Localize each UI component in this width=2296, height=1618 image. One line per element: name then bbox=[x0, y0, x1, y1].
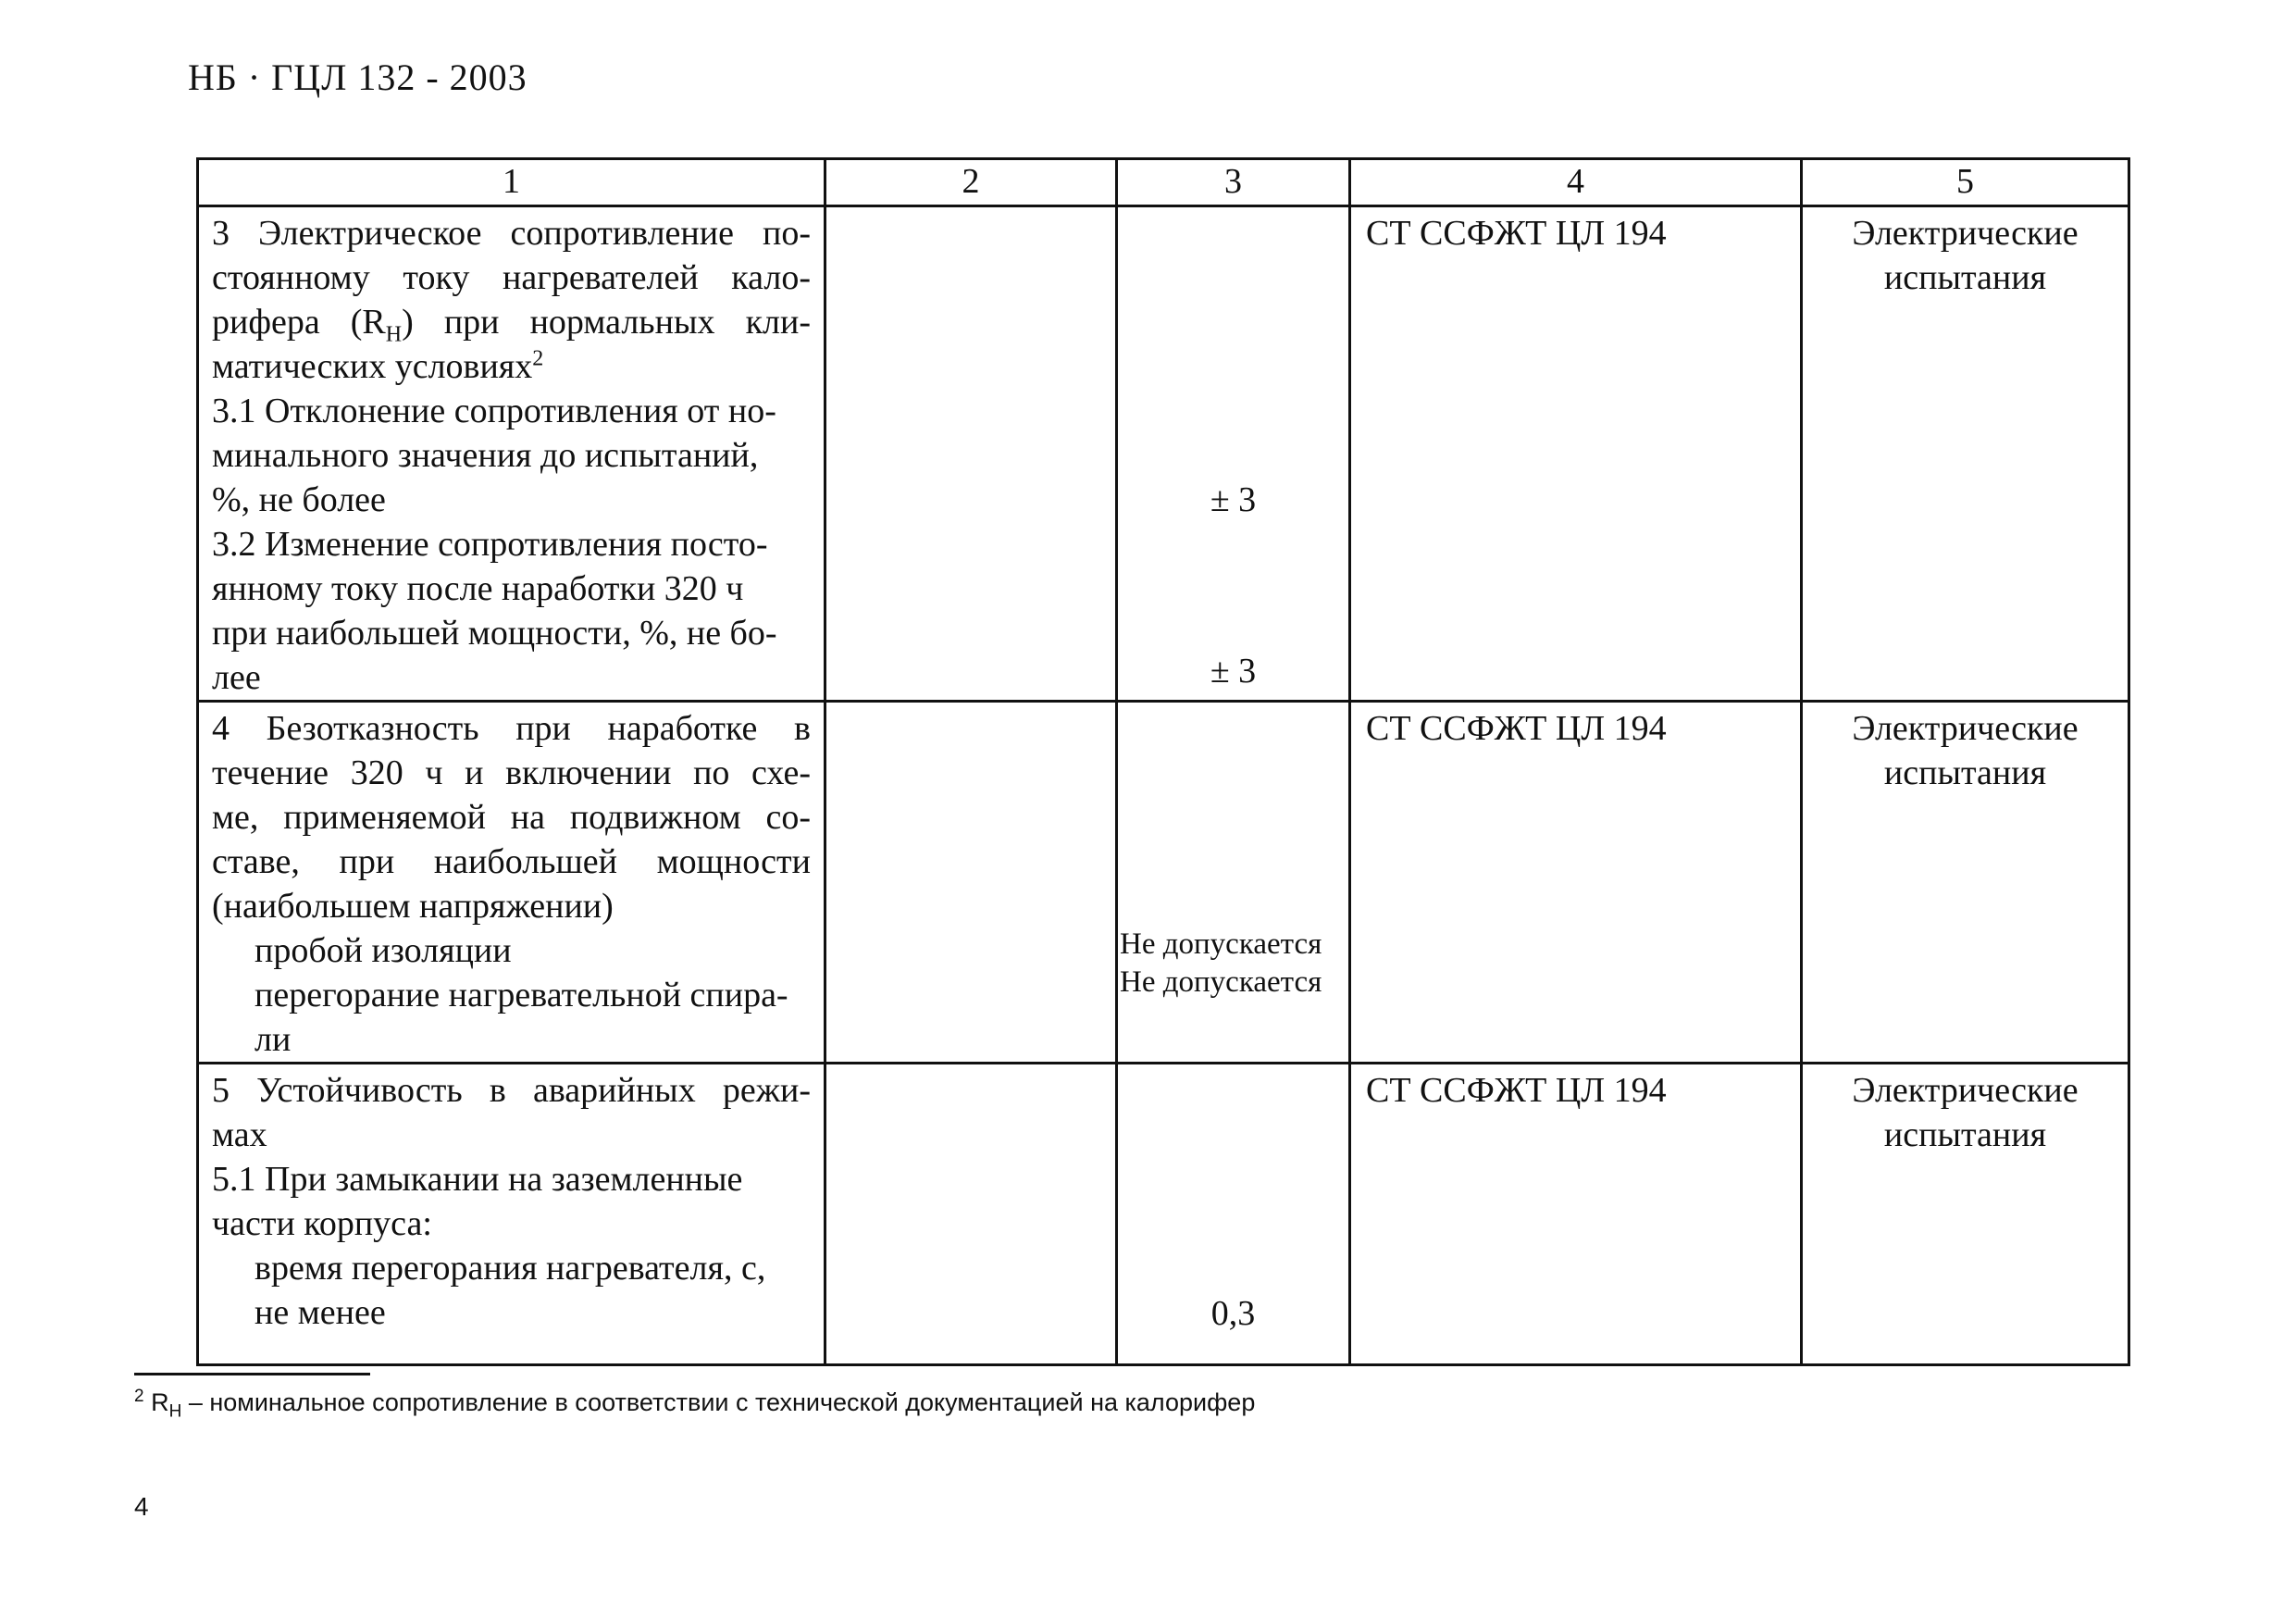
parameter-line: не менее bbox=[254, 1293, 386, 1332]
empty-cell bbox=[825, 206, 1117, 702]
table-row bbox=[198, 206, 2129, 702]
norm-value: ± 3 bbox=[1210, 652, 1257, 691]
footnote-text: – номинальное сопротивление в соответствии с технической документацией на калорифер bbox=[181, 1388, 1256, 1416]
parameter-line: ставе, при наибольшей мощности bbox=[212, 842, 811, 881]
test-method-cell: СТ ССФЖТ ЦЛ 194 bbox=[1350, 1064, 1802, 1365]
column-header-4: 4 bbox=[1350, 159, 1802, 206]
parameter-line: минального значения до испытаний, bbox=[212, 436, 759, 475]
parameter-line: янному току после наработки 320 ч bbox=[212, 569, 744, 608]
parameter-line: 4 Безотказность при наработке в bbox=[212, 709, 811, 748]
parameter-line: 3.2 Изменение сопротивления посто- bbox=[212, 525, 768, 564]
parameter-cell bbox=[198, 702, 825, 1064]
footnote-separator bbox=[134, 1373, 370, 1375]
parameter-line: (наибольшем напряжении) bbox=[212, 887, 614, 926]
empty-cell bbox=[825, 1064, 1117, 1365]
parameter-line: ли bbox=[254, 1020, 292, 1059]
empty-cell bbox=[825, 702, 1117, 1064]
parameter-cell bbox=[198, 206, 825, 702]
column-header-1: 1 bbox=[198, 159, 825, 206]
norm-value: ± 3 bbox=[1210, 480, 1257, 519]
page-number: 4 bbox=[134, 1492, 149, 1521]
test-method-cell: СТ ССФЖТ ЦЛ 194 bbox=[1350, 206, 1802, 702]
parameter-cell bbox=[198, 1064, 825, 1365]
footnote: $^2$ $R_Н$ – номинальное сопротивление в соответствии с технической документацией на калорифер bbox=[134, 1387, 1256, 1422]
parameter-line: рифера $(R_H)$ при нормальных кли- bbox=[212, 303, 811, 347]
parameter-line: 5.1 При замыкании на заземленные bbox=[212, 1160, 743, 1199]
parameter-line: %, не более bbox=[212, 480, 386, 519]
parameter-line: лее bbox=[212, 658, 261, 697]
parameter-line: 3.1 Отклонение сопротивления от но- bbox=[212, 392, 776, 430]
parameter-line: матических условиях$^2$ bbox=[212, 346, 544, 386]
table-header-row bbox=[198, 159, 2129, 206]
column-header-5: 5 bbox=[1802, 159, 2129, 206]
footnote-reference: 2 bbox=[532, 346, 544, 371]
table-row bbox=[198, 1064, 2129, 1365]
parameter-line: мах bbox=[212, 1115, 267, 1154]
parameter-line: части корпуса: bbox=[212, 1204, 432, 1243]
parameter-line: стоянному току нагревателей кало- bbox=[212, 258, 811, 297]
table-row bbox=[198, 702, 2129, 1064]
parameter-line: течение 320 ч и включении по схе- bbox=[212, 753, 811, 792]
footnote-mark: 2 bbox=[134, 1387, 144, 1406]
parameter-line: перегорание нагревательной спира- bbox=[254, 976, 788, 1014]
parameter-line: время перегорания нагревателя, с, bbox=[254, 1249, 766, 1288]
column-header-2: 2 bbox=[825, 159, 1117, 206]
parameter-line: 3 Электрическое сопротивление по- bbox=[212, 214, 811, 253]
parameter-line: при наибольшей мощности, %, не бо- bbox=[212, 614, 777, 653]
norm-value: Не допускается bbox=[1120, 927, 1322, 961]
norm-cell bbox=[1117, 702, 1350, 1064]
test-type-cell: Электрические испытания bbox=[1802, 1064, 2129, 1365]
test-type-cell: Электрические испытания bbox=[1802, 702, 2129, 1064]
parameter-line: 5 Устойчивость в аварийных режи- bbox=[212, 1071, 811, 1110]
norm-cell bbox=[1117, 206, 1350, 702]
requirements-table bbox=[196, 157, 2130, 1366]
test-method-cell: СТ ССФЖТ ЦЛ 194 bbox=[1350, 702, 1802, 1064]
norm-value: 0,3 bbox=[1210, 1294, 1256, 1333]
column-header-3: 3 bbox=[1117, 159, 1350, 206]
parameter-line: ме, применяемой на подвижном со- bbox=[212, 798, 811, 837]
norm-value: Не допускается bbox=[1120, 965, 1322, 999]
test-type-cell: Электрические испытания bbox=[1802, 206, 2129, 702]
document-code-header: НБ · ГЦЛ 132 - 2003 bbox=[188, 56, 527, 98]
parameter-line: пробой изоляции bbox=[254, 931, 512, 970]
norm-cell bbox=[1117, 1064, 1350, 1365]
